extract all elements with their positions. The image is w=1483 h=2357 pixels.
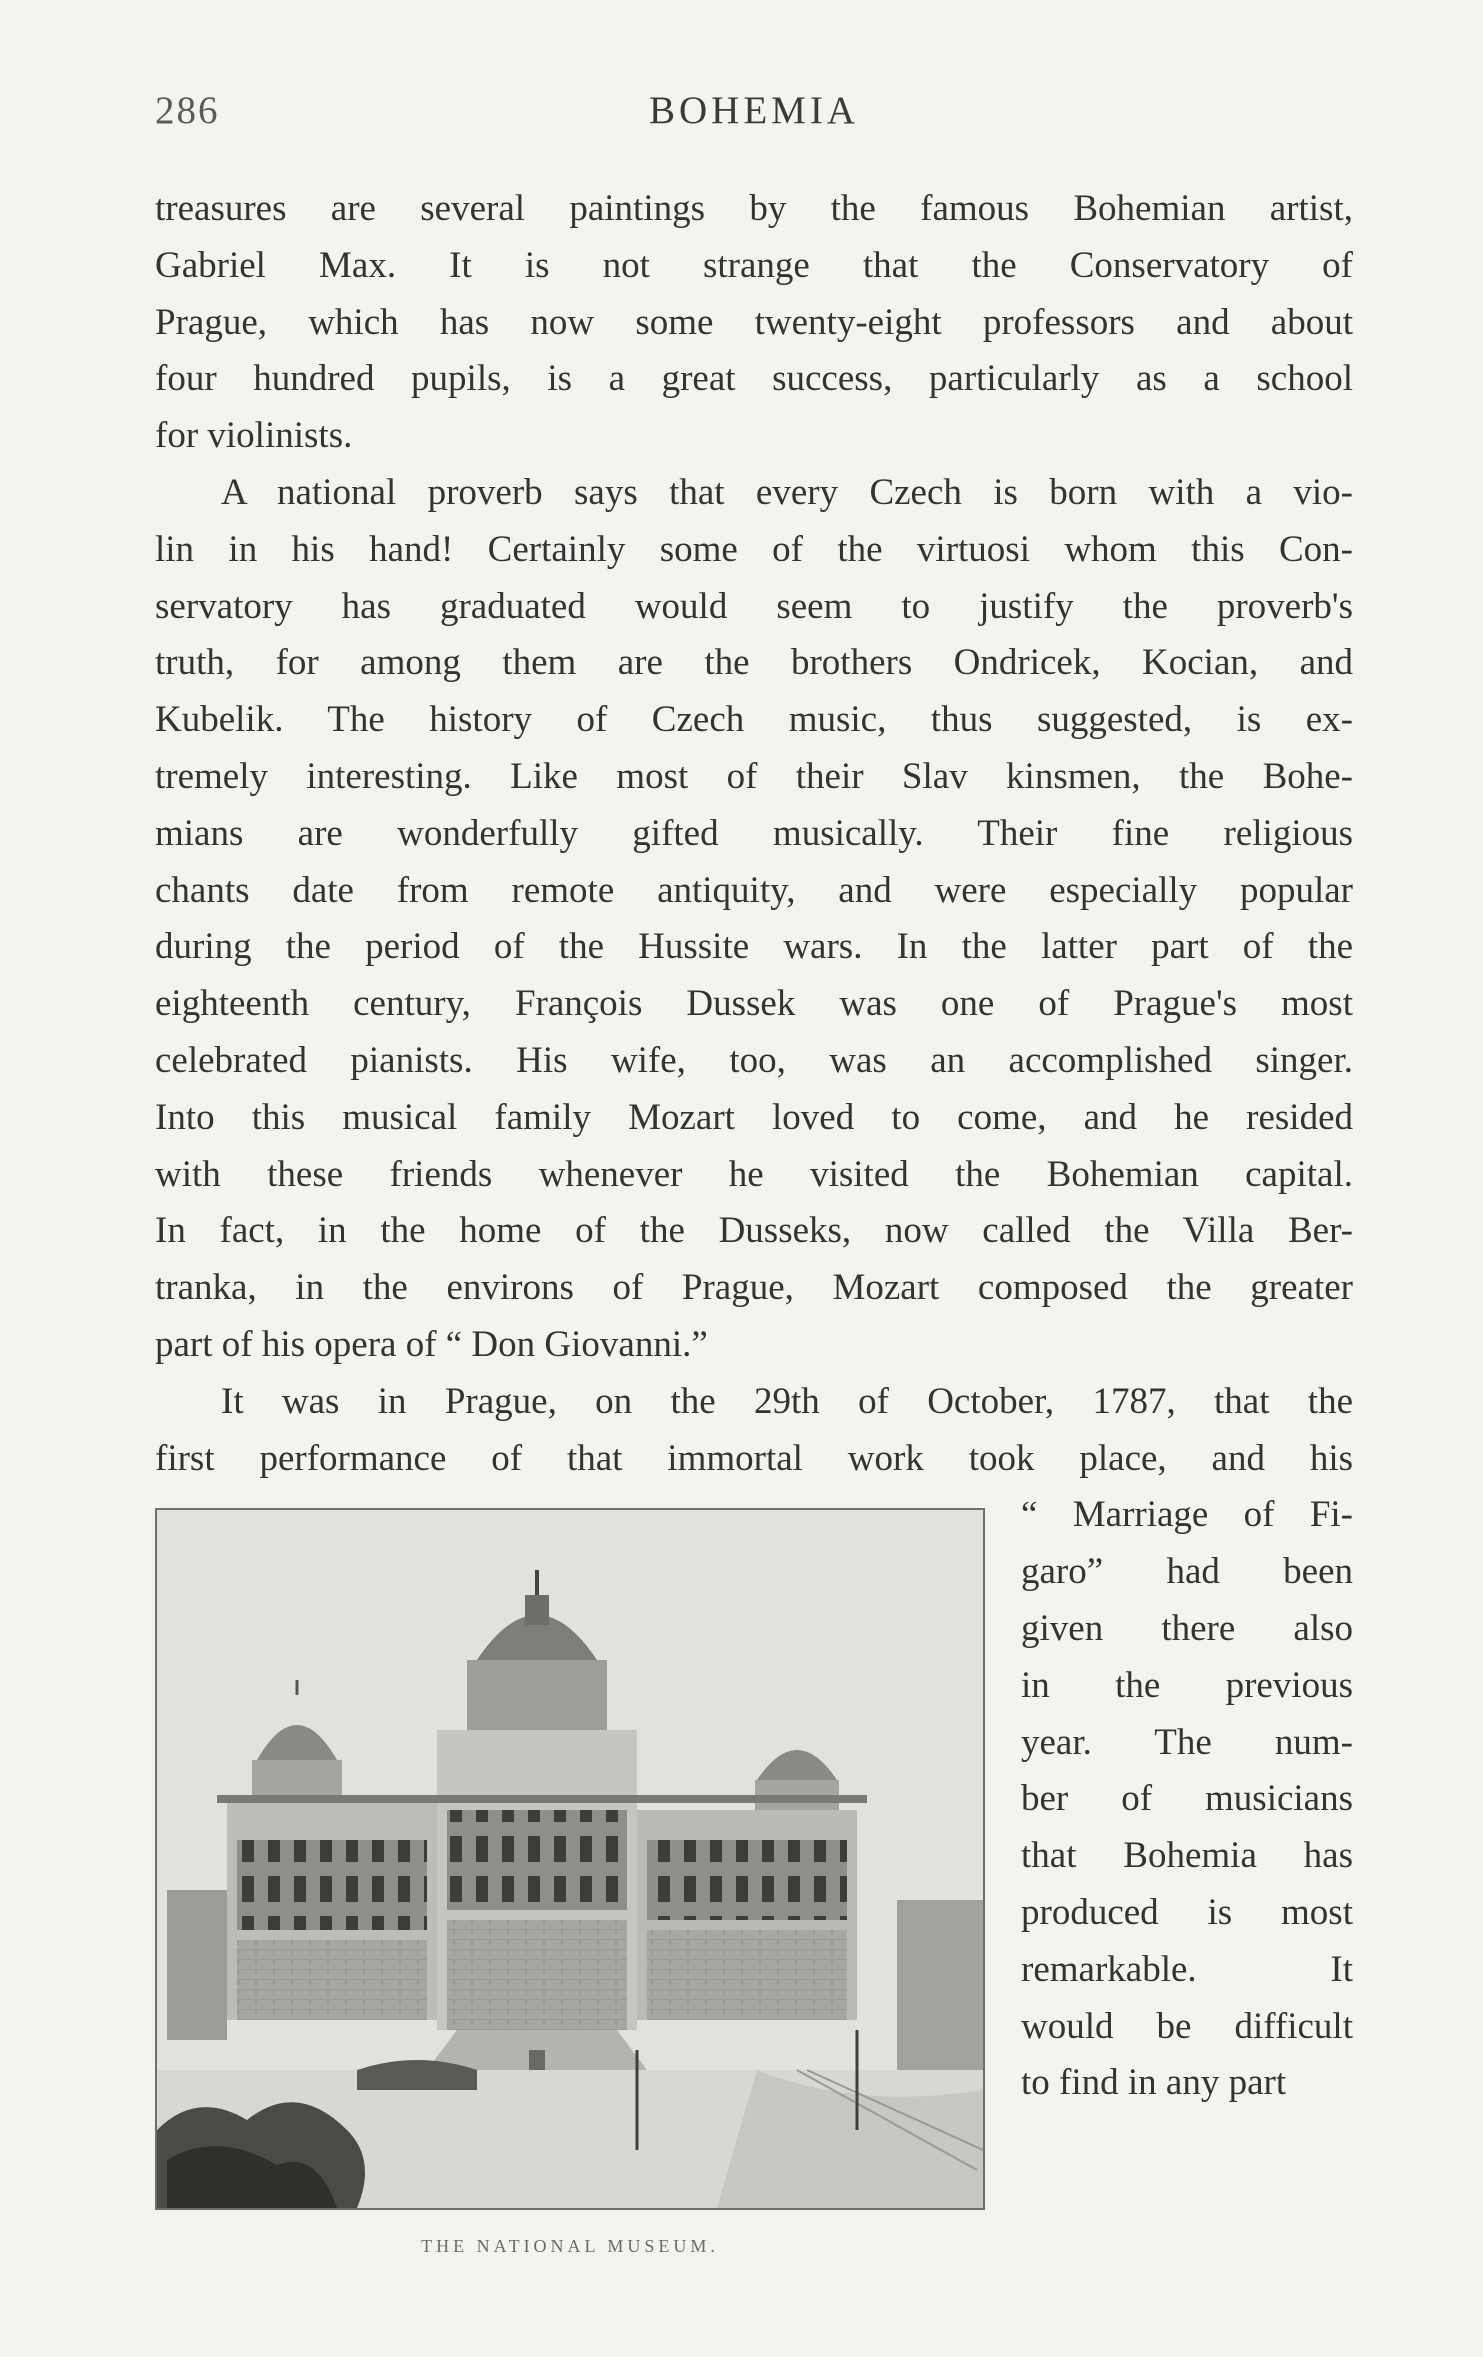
text-line: eighteenth century, François Dussek was one of Prague's most xyxy=(155,983,1353,1025)
museum-engraving xyxy=(157,1510,983,2208)
museum-illustration xyxy=(155,1508,985,2210)
text-line: Into this musical family Mozart loved to come, and he resided xyxy=(155,1096,1353,1138)
text-line: celebrated pianists. His wife, too, was an accomplished singer. xyxy=(155,1039,1353,1081)
text-line: It was in Prague, on the 29th of October, 1787, that the xyxy=(221,1380,1353,1422)
text-line: ber of musicians xyxy=(1021,1778,1353,1820)
text-line: four hundred pupils, is a great success, particularly as a school xyxy=(155,358,1353,400)
text-line: treasures are several paintings by the famous Bohemian artist, xyxy=(155,188,1353,229)
text-line: in the previous xyxy=(1021,1664,1353,1706)
text-line: Kubelik. The history of Czech music, thus suggested, is ex- xyxy=(155,699,1353,741)
text-line: remarkable. It xyxy=(1021,1948,1353,1990)
text-line: produced is most xyxy=(1021,1891,1353,1933)
text-line: year. The num- xyxy=(1021,1721,1353,1763)
figure-caption: THE NATIONAL MUSEUM. xyxy=(421,2236,719,2256)
running-head xyxy=(155,88,1353,148)
text-line: A national proverb says that every Czech is born with a vio- xyxy=(221,471,1353,513)
text-line: chants date from remote antiquity, and were especially popular xyxy=(155,869,1353,911)
text-line: garo” had been xyxy=(1021,1551,1353,1593)
text-line: Gabriel Max. It is not strange that the Conservatory of xyxy=(155,244,1353,286)
text-line: with these friends whenever he visited the Bohemian capital. xyxy=(155,1153,1353,1195)
text-line: first performance of that immortal work took place, and his xyxy=(155,1437,1353,1479)
text-line: for violinists. xyxy=(155,415,353,457)
text-line: Prague, which has now some twenty-eight professors and about xyxy=(155,301,1353,343)
text-line: that Bohemia has xyxy=(1021,1835,1353,1877)
page-number: 286 xyxy=(155,89,220,132)
text-line: given there also xyxy=(1021,1607,1353,1649)
text-line: would be difficult xyxy=(1021,2005,1353,2047)
text-line: to find in any part xyxy=(1021,2062,1287,2104)
text-line: servatory has graduated would seem to justify the proverb's xyxy=(155,585,1353,627)
text-line: truth, for among them are the brothers Ondricek, Kocian, and xyxy=(155,642,1353,684)
text-line: In fact, in the home of the Dusseks, now called the Villa Ber- xyxy=(155,1210,1353,1252)
text-line: tremely interesting. Like most of their Slav kinsmen, the Bohe- xyxy=(155,755,1353,797)
running-title: BOHEMIA xyxy=(649,89,859,132)
text-line: tranka, in the environs of Prague, Mozart composed the greater xyxy=(155,1267,1353,1309)
text-line: “ Marriage of Fi- xyxy=(1021,1494,1353,1536)
text-line: mians are wonderfully gifted musically. Their fine religious xyxy=(155,812,1353,854)
text-line: lin in his hand! Certainly some of the virtuosi whom this Con- xyxy=(155,528,1353,570)
text-line: during the period of the Hussite wars. In the latter part of the xyxy=(155,926,1353,968)
text-line: part of his opera of “ Don Giovanni.” xyxy=(155,1323,708,1365)
